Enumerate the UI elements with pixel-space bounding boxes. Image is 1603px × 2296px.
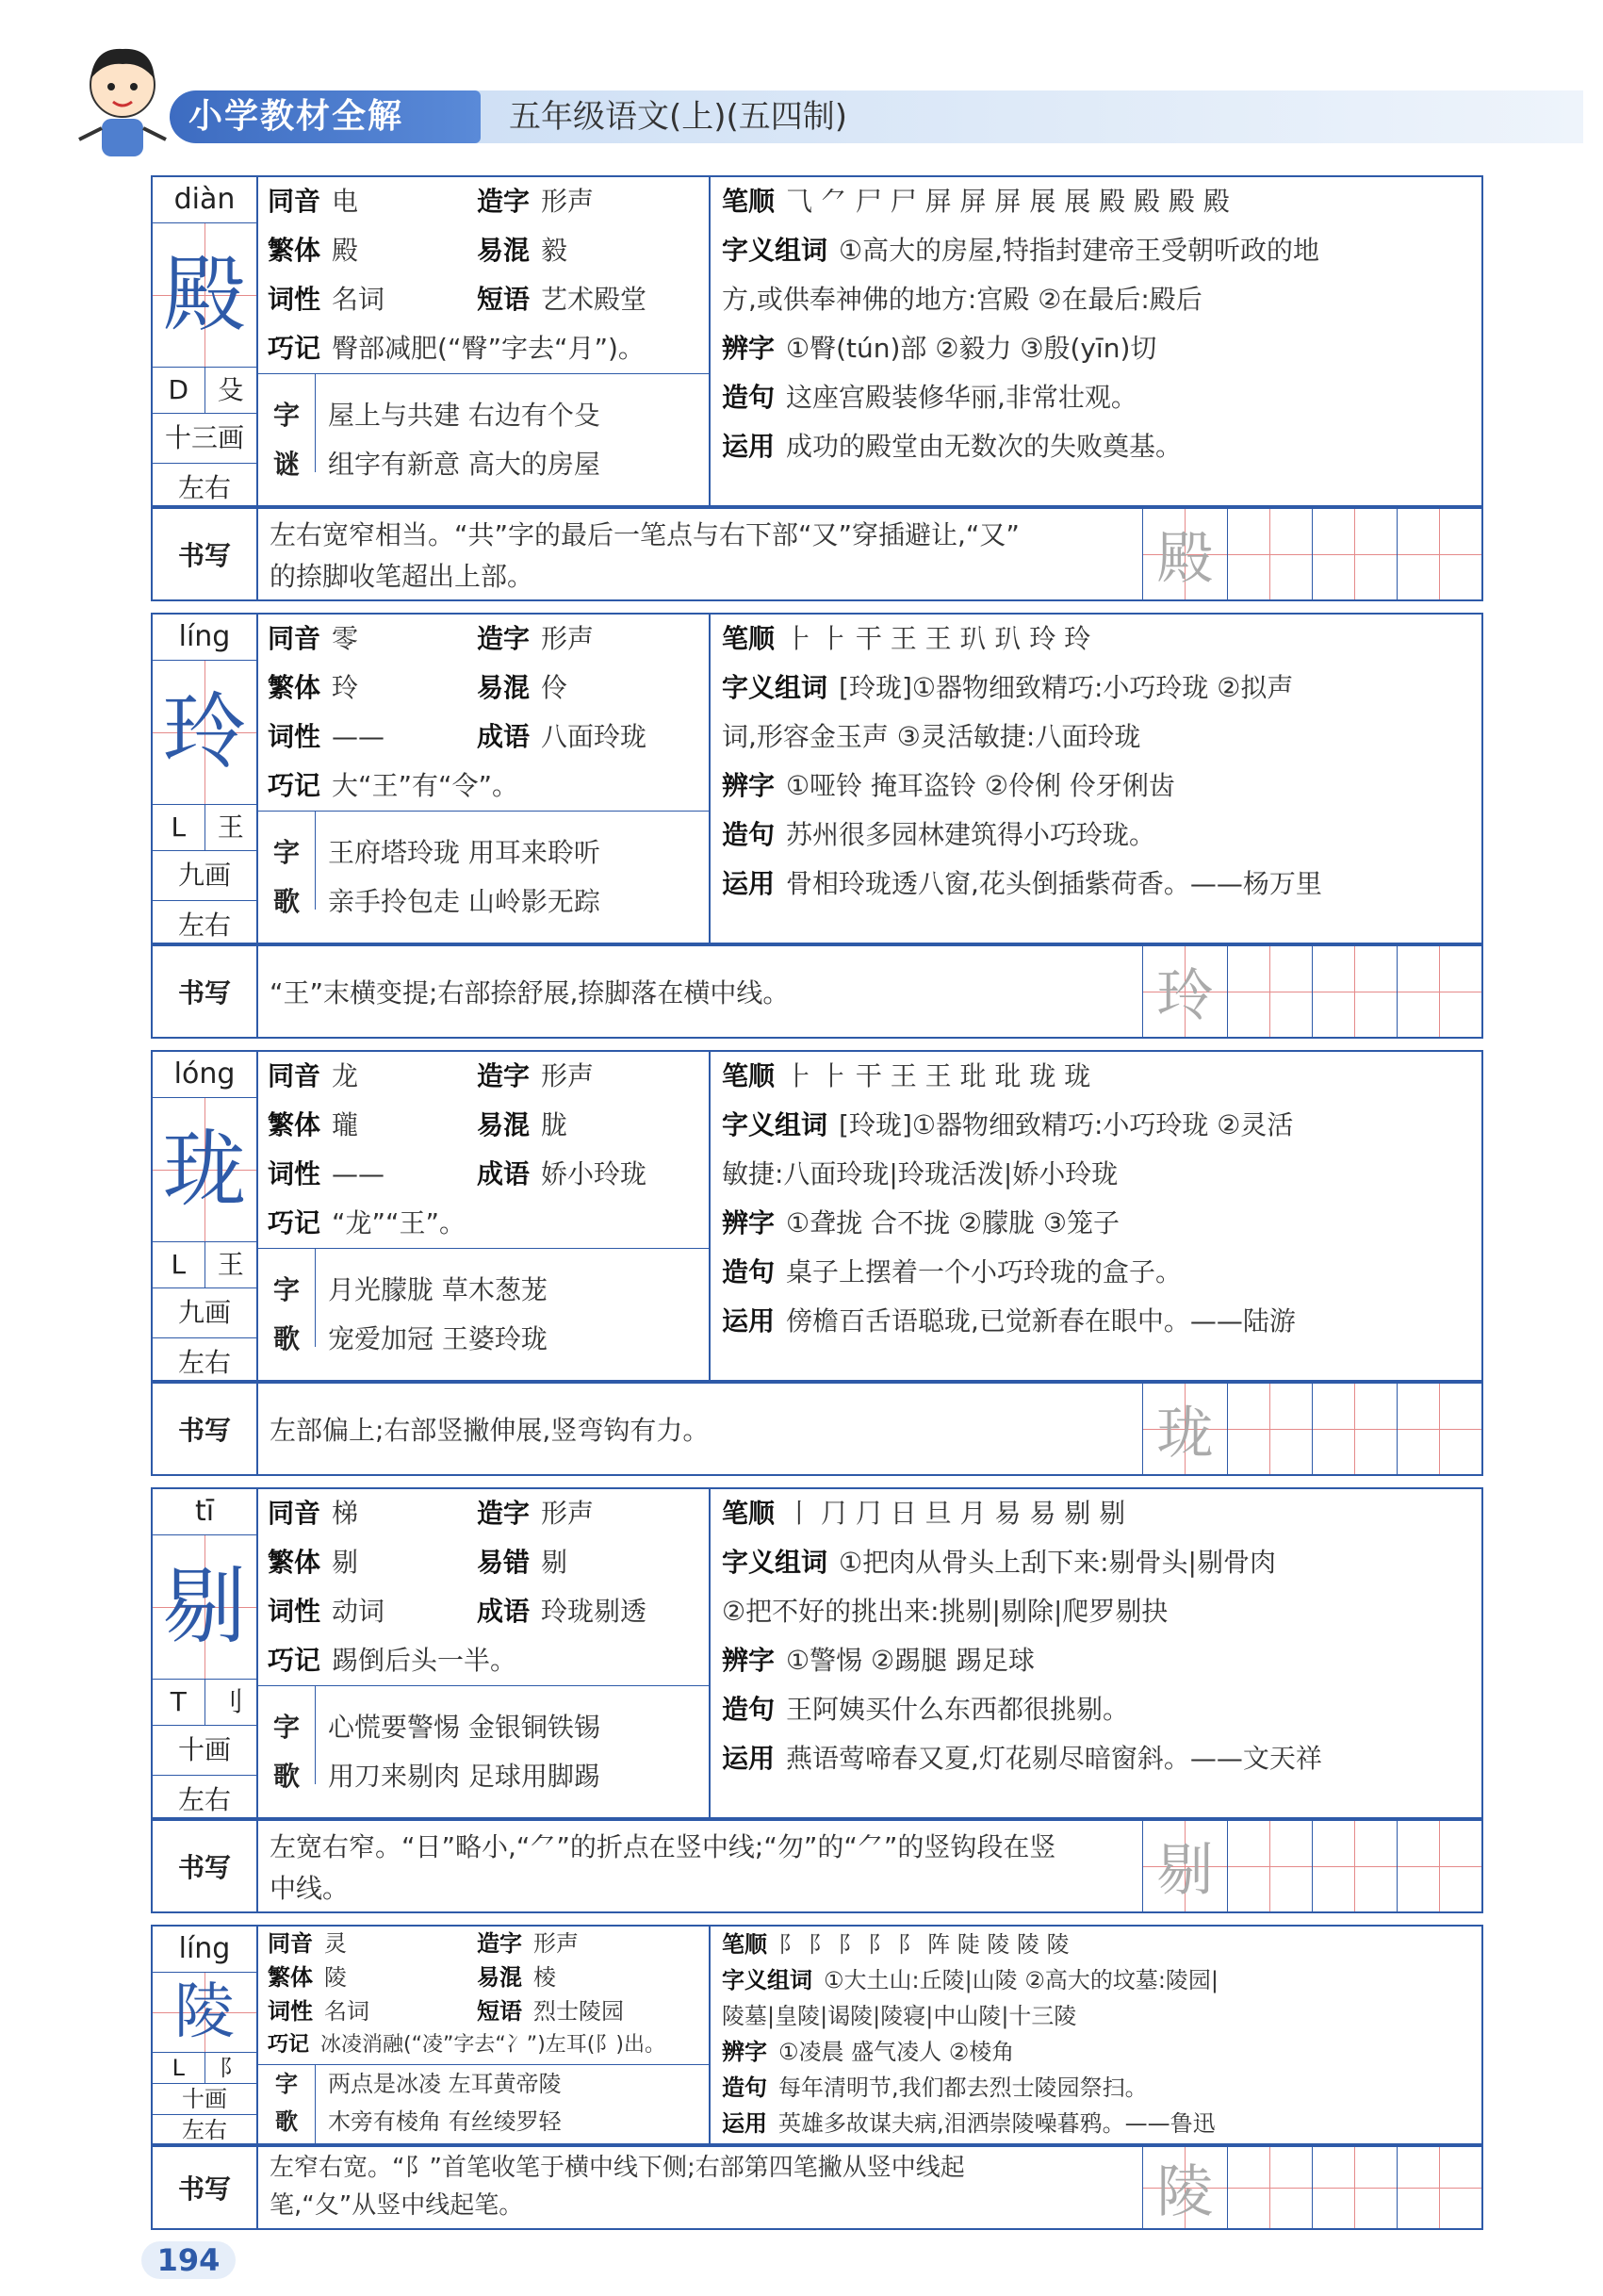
char-entry: líng 玲 L 王 九画 左右 同音 零 造字 形声 繁体 玲 易混 伶 词性 —— 成语 八面玲珑 巧记 大“王”有“令”。 字 歌 王府塔玲珑 用耳来聆听 亲手拎包走 山岭影无踪 笔顺 ⺊ ⺊ 干 王 王 玐 玐 玲 玲 字义组词 [玲珑]①器物细致精巧:小巧玲珑 ②拟声 词,形容金玉声 ③灵活敏捷:八面玲珑 辨字 ①哑铃 掩耳盗铃 ②伶俐 伶牙俐齿 造句 苏州很多园林建筑得小巧玲珑。 运用 骨相玲珑透八窗,花头倒插紫荷香。——杨万里 xyxy=(151,613,1483,944)
writing-guide: 书写 左窄右宽。“阝”首笔收笔于横中线下侧;右部第四笔撇从竖中线起 笔,“夂”从竖中线起笔。 陵 xyxy=(151,2145,1483,2230)
char-entry: lóng 珑 L 王 九画 左右 同音 龙 造字 形声 繁体 瓏 易混 胧 词性 —— 成语 娇小玲珑 巧记 “龙”“王”。 字 歌 月光朦胧 草木葱茏 宠爱加冠 王婆玲珑 笔顺 ⺊ ⺊ 干 王 王 玭 玭 珑 珑 字义组词 [玲珑]①器物细致精巧:小巧玲珑 ②灵活 敏捷:八面玲珑|玲珑活泼|娇小玲珑 辨字 ①聋拢 合不拢 ②朦胧 ③笼子 造句 桌子上摆着一个小巧玲珑的盒子。 运用 傍檐百舌语聪珑,已觉新春在眼中。——陆游 xyxy=(151,1050,1483,1382)
char-facts: 同音 电 造字 形声 繁体 殿 易混 毅 词性 名词 短语 艺术殿堂 巧记 臀部减肥(“臀”字去“月”)。 字 谜 屋上与共建 右边有个殳 组字有新意 高大的房屋 xyxy=(258,177,711,505)
brand-title: 小学教材全解 xyxy=(170,90,481,143)
book-title: 五年级语文(上)(五四制) xyxy=(509,98,848,136)
riddle: 字 谜 屋上与共建 右边有个殳 组字有新意 高大的房屋 xyxy=(258,373,709,506)
radical-row: D 殳 xyxy=(153,368,256,414)
practice-grid: 殿 xyxy=(1142,509,1481,599)
stroke-count: 十三画 xyxy=(153,414,256,464)
writing-guide: 书写 “王”末横变提;右部捺舒展,捺脚落在横中线。 玲 xyxy=(151,944,1483,1039)
writing-guide: 书写 左右宽窄相当。“共”字的最后一笔点与右下部“又”穿插避让,“又” 的捺脚收笔超出上部。 殿 xyxy=(151,507,1483,601)
page-number: 194 xyxy=(141,2241,236,2279)
char-details: 笔顺 ⺄ ⺈ 尸 尸 屏 屏 屏 展 展 殿 殿 殿 殿 字义组词 ①高大的房屋,特指封建帝王受朝听政的地 方,或供奉神佛的地方:宫殿 ②在最后:殿后 辨字 ①臀(tún)部 ②毅力 ③殷(yīn)切 造句 这座宫殿装修华丽,非常壮观。 运用 成功的殿堂由无数次的失败奠基。 xyxy=(722,186,1320,462)
structure: 左右 xyxy=(177,472,231,503)
char-entry: líng 陵 L 阝 十画 左右 同音 灵 造字 形声 繁体 陵 易混 棱 词性 名词 短语 烈士陵园 巧记 冰凌消融(“凌”字去“冫”)左耳(阝)出。 字 歌 两点是冰凌 左耳黄帝陵 木旁有棱角 有丝绫罗轻 笔顺 ⻖ 阝 阝 阝 阝 阵 陡 陵 陵 陵 字义组词 ①大土山:丘陵|山陵 ②高大的坟墓:陵园| 陵墓|皇陵|谒陵|陵寝|中山陵|十三陵 辨字 ①凌晨 盛气凌人 ②棱角 造句 每年清明节,我们都去烈士陵园祭扫。 运用 英雄多故谋夫病,泪洒崇陵噪暮鸦。——鲁迅 xyxy=(151,1925,1483,2145)
char-info xyxy=(153,177,258,513)
big-character: 殿 xyxy=(153,223,256,368)
pinyin: diàn xyxy=(153,177,256,223)
char-entry xyxy=(151,175,1483,507)
mascot-boy-icon xyxy=(66,38,179,160)
writing-guide: 书写 左宽右窄。“日”略小,“⺈”的折点在竖中线;“勿”的“⺈”的竖钩段在竖 中线。 剔 xyxy=(151,1819,1483,1913)
writing-guide: 书写 左部偏上;右部竖撇伸展,竖弯钩有力。 珑 xyxy=(151,1382,1483,1476)
char-entry: tī 剔 T 刂 十画 左右 同音 梯 造字 形声 繁体 剔 易错 剔 词性 动词 成语 玲珑剔透 巧记 踢倒后头一半。 字 歌 心慌要警惕 金银铜铁锡 用刀来剔肉 足球用脚踢 笔顺 丨 ⺆ ⺆ 日 旦 月 易 易 剔 剔 字义组词 ①把肉从骨头上刮下来:剔骨头|剔骨肉 ②把不好的挑出来:挑剔|剔除|爬罗剔抉 辨字 ①警惕 ②踢腿 踢足球 造句 王阿姨买什么东西都很挑剔。 运用 燕语莺啼春又夏,灯花剔尽暗窗斜。——文天祥 xyxy=(151,1487,1483,1819)
page-header xyxy=(0,0,1603,160)
